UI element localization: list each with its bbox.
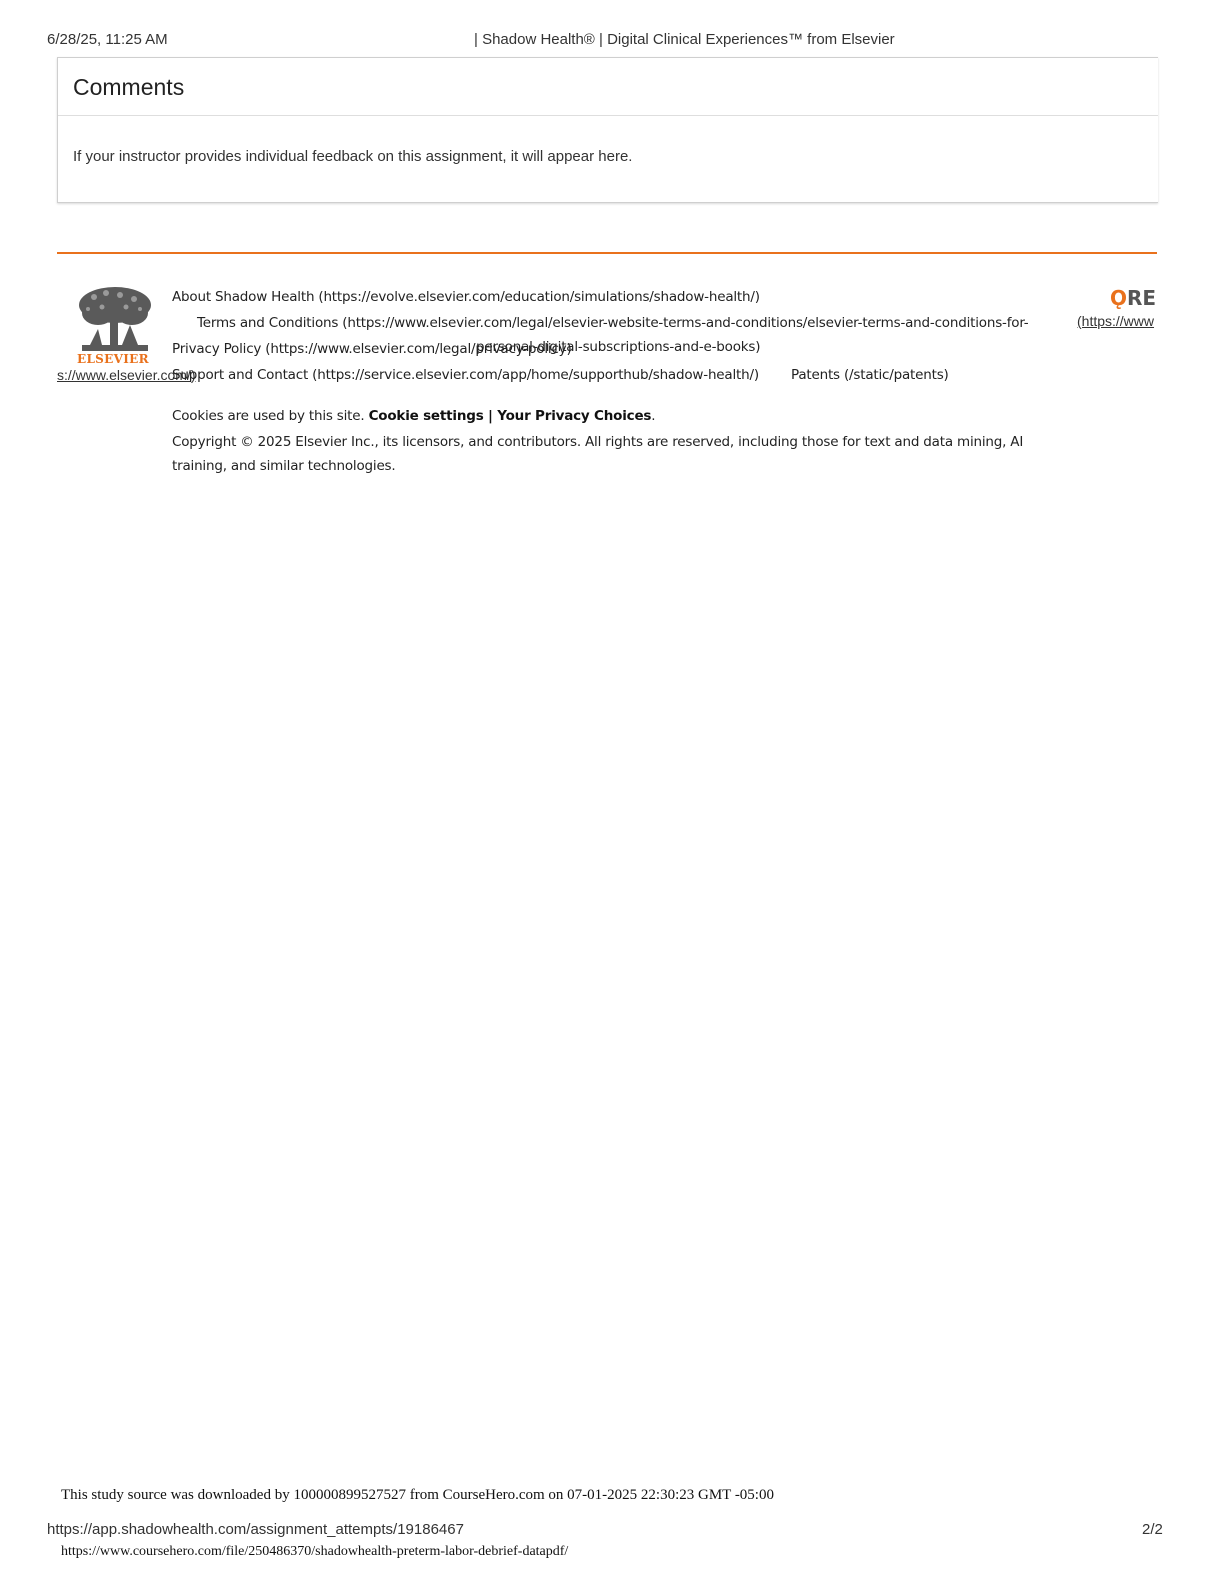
- print-page-number: 2/2: [1142, 1521, 1163, 1538]
- relx-link[interactable]: (https://www: [1077, 313, 1155, 329]
- elsevier-wordmark: ELSEVIER: [77, 352, 149, 366]
- support-contact-link[interactable]: Support and Contact (https://service.elsevier.com/app/home/supporthub/shadow-health/): [172, 367, 759, 383]
- cookies-period: .: [651, 408, 656, 424]
- cookie-settings-link[interactable]: Cookie settings | Your Privacy Choices: [368, 408, 652, 424]
- cookies-text: Cookies are used by this site.: [172, 408, 365, 424]
- comments-body: If your instructor provides individual feedback on this assignment, it will appear here.: [73, 148, 633, 165]
- about-shadow-health-link[interactable]: About Shadow Health (https://evolve.elsevier.com/education/simulations/shadow-health/): [172, 289, 760, 305]
- copyright-line-1: Copyright © 2025 Elsevier Inc., its licensors, and contributors. All rights are reserved, including those for text and data mining, AI: [172, 434, 1024, 450]
- print-url: https://app.shadowhealth.com/assignment_attempts/19186467: [47, 1521, 464, 1538]
- elsevier-home-link[interactable]: s://www.elsevier.com/): [57, 367, 196, 383]
- footer: [0, 0, 1157, 500]
- coursehero-url: https://www.coursehero.com/file/250486370/shadowhealth-preterm-labor-debrief-datapdf/: [61, 1544, 569, 1559]
- terms-conditions-link[interactable]: Terms and Conditions (https://www.elsevier.com/legal/elsevier-website-terms-and-conditions/elsevier-terms-and-conditions-for-: [197, 315, 1029, 331]
- relx-logo[interactable]: [1110, 286, 1156, 310]
- comments-title: Comments: [73, 74, 185, 100]
- relx-wordmark: RE: [1127, 286, 1157, 310]
- study-source-notice: This study source was downloaded by 100000899527527 from CourseHero.com on 07-01-2025 22:30:23 GMT -05:00: [61, 1487, 774, 1503]
- print-page-title: | Shadow Health® | Digital Clinical Experiences™ from Elsevier: [474, 31, 895, 48]
- print-timestamp: 6/28/25, 11:25 AM: [47, 31, 168, 48]
- privacy-policy-link[interactable]: Privacy Policy (https://www.elsevier.com/legal/privacy-policy): [172, 341, 572, 357]
- relx-mark-icon: Ǫ: [1110, 286, 1128, 310]
- copyright-line-2: training, and similar technologies.: [172, 458, 396, 474]
- cookies-notice: [172, 408, 655, 424]
- patents-link[interactable]: Patents (/static/patents): [791, 367, 949, 383]
- terms-conditions-link-continued[interactable]: personal-digital-subscriptions-and-e-books): [476, 339, 761, 355]
